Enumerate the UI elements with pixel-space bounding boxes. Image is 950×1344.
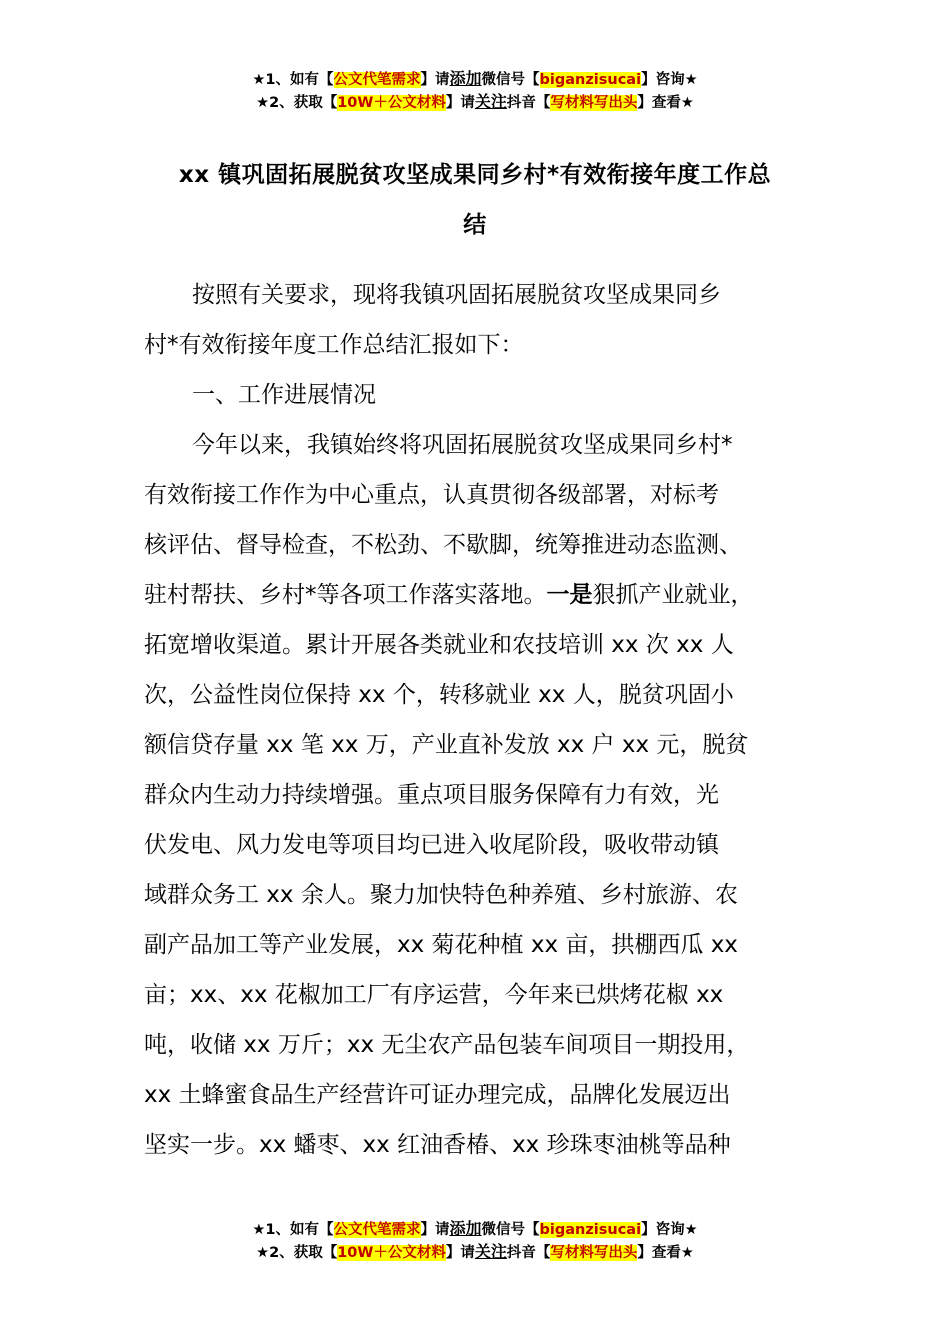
body-line: 坚实一步。xx 蟠枣、xx 红油香椿、xx 珍珠枣油桃等品种	[144, 1132, 731, 1158]
title-line-1: xx 镇巩固拓展脱贫攻坚成果同乡村*有效衔接年度工作总	[178, 162, 772, 188]
body-line: 额信贷存量 xx 笔 xx 万，产业直补发放 xx 户 xx 元，脱贫	[144, 732, 749, 758]
ad-highlight: 10W＋公文材料	[337, 1245, 446, 1261]
ad-banner-bottom	[0, 1218, 950, 1264]
section-heading: 一、工作进展情况	[192, 382, 376, 408]
ad-underline: 添加	[449, 1219, 482, 1238]
ad-line-1	[0, 1218, 950, 1241]
ad-underline: 添加	[449, 69, 482, 88]
ad-text: 】咨询★	[641, 1222, 698, 1238]
body-text: 驻村帮扶、乡村*等各项工作落实落地。	[144, 582, 547, 608]
ad-text: 微信号【	[481, 1222, 540, 1238]
ad-line-1	[0, 68, 950, 91]
ad-text: 抖音【	[506, 1245, 551, 1261]
ad-line-2	[0, 91, 950, 114]
body-line: 核评估、督导检查，不松劲、不歇脚，统筹推进动态监测、	[144, 532, 742, 558]
ad-text: 】请	[445, 1245, 475, 1261]
ad-highlight: 公文代笔需求	[333, 72, 421, 88]
document-body	[144, 270, 816, 1170]
body-line: 拓宽增收渠道。累计开展各类就业和农技培训 xx 次 xx 人	[144, 632, 734, 658]
ad-text: 】查看★	[637, 95, 694, 111]
body-line	[144, 570, 816, 620]
ad-highlight: 写材料写出头	[550, 95, 638, 111]
ad-highlight: biganzisucai	[539, 72, 642, 88]
body-line: 群众内生动力持续增强。重点项目服务保障有力有效，光	[144, 782, 719, 808]
body-line: 吨，收储 xx 万斤；xx 无尘农产品包装车间项目一期投用，	[144, 1032, 750, 1058]
body-line: 今年以来，我镇始终将巩固拓展脱贫攻坚成果同乡村*	[192, 432, 733, 458]
body-line: 次，公益性岗位保持 xx 个，转移就业 xx 人，脱贫巩固小	[144, 682, 734, 708]
ad-underline: 关注	[474, 1242, 507, 1261]
ad-text: ★2、获取【	[256, 1245, 338, 1261]
ad-text: 微信号【	[481, 72, 540, 88]
ad-highlight: biganzisucai	[539, 1222, 642, 1238]
ad-highlight: 公文代笔需求	[333, 1222, 421, 1238]
body-line: 按照有关要求，现将我镇巩固拓展脱贫攻坚成果同乡	[192, 282, 721, 308]
body-line: 副产品加工等产业发展，xx 菊花种植 xx 亩，拱棚西瓜 xx	[144, 932, 738, 958]
ad-text: 】查看★	[637, 1245, 694, 1261]
document-title	[140, 150, 810, 250]
title-line-2: 结	[463, 212, 487, 238]
ad-text: ★1、如有【	[252, 72, 334, 88]
ad-highlight: 10W＋公文材料	[337, 95, 446, 111]
body-line: 伏发电、风力发电等项目均已进入收尾阶段，吸收带动镇	[144, 832, 719, 858]
ad-text: 】请	[420, 1222, 450, 1238]
body-line: 域群众务工 xx 余人。聚力加快特色种养殖、乡村旅游、农	[144, 882, 738, 908]
ad-text: ★1、如有【	[252, 1222, 334, 1238]
ad-text: 】请	[420, 72, 450, 88]
body-line: 村*有效衔接年度工作总结汇报如下：	[144, 332, 524, 358]
ad-line-2	[0, 1241, 950, 1264]
ad-text: 】咨询★	[641, 72, 698, 88]
body-line: 亩；xx、xx 花椒加工厂有序运营，今年来已烘烤花椒 xx	[144, 982, 724, 1008]
body-text: 狠抓产业就业，	[592, 582, 754, 608]
emphasis-text: 一是	[546, 582, 593, 608]
ad-banner-top	[0, 68, 950, 114]
ad-text: 】请	[445, 95, 475, 111]
ad-text: ★2、获取【	[256, 95, 338, 111]
ad-text: 抖音【	[506, 95, 551, 111]
ad-highlight: 写材料写出头	[550, 1245, 638, 1261]
body-line: xx 土蜂蜜食品生产经营许可证办理完成，品牌化发展迈出	[144, 1082, 731, 1108]
body-line: 有效衔接工作作为中心重点，认真贯彻各级部署，对标考	[144, 482, 719, 508]
ad-underline: 关注	[474, 92, 507, 111]
